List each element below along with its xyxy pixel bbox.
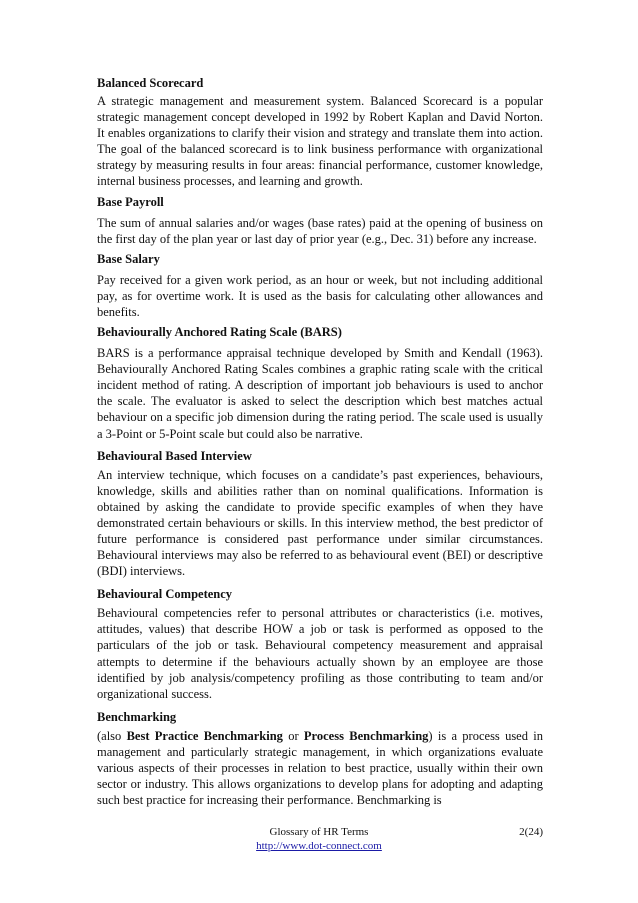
glossary-entry-bars (97, 324, 543, 442)
term-definition: Behavioural competencies refer to personal attributes or characteristics (i.e. motives, attitudes, values) that describe HOW a job or task is performed as opposed to the particulars of the job or task. Behavioural competency measurement and appraisal attempts to determine if the behaviours actually shown by an employee are those identified by job analysis/competency profiling as those contributing to team and/or organizational success. (97, 606, 543, 701)
term-heading: Behavioural Competency (97, 587, 233, 602)
glossary-entry-behavioural-based-interview (97, 448, 543, 580)
term-heading: Benchmarking (97, 709, 177, 724)
footer-document-title: Glossary of HR Terms (269, 826, 369, 838)
term-heading: Base Payroll (97, 194, 164, 209)
term-heading: Base Salary (97, 251, 160, 266)
glossary-page (97, 75, 543, 808)
term-heading: Behaviourally Anchored Rating Scale (BARS) (97, 325, 342, 340)
term-definition (97, 728, 543, 808)
term-definition: Pay received for a given work period, as an hour or week, but not including additional pay, as for overtime work. It is used as the basis for calculating other allowances and benefits. (97, 272, 543, 319)
definition-suffix: ) is a process used in management and particularly strategic management, in which organizations evaluate various aspects of their processes in relation to best practice, usually within their own sector or industry. This allows organizations to develop plans for adopting and adapting such best practice for increasing their performance. Benchmarking is (97, 728, 543, 808)
glossary-entry-balanced-scorecard (97, 75, 543, 190)
definition-middle: or (282, 728, 304, 743)
term-definition: The sum of annual salaries and/or wages (base rates) paid at the opening of business on the first day of the plan year or last day of prior year (e.g., Dec. 31) before any increase. (97, 215, 543, 246)
term-definition: A strategic management and measurement system. Balanced Scorecard is a popular strategic management concept developed in 1992 by Robert Kaplan and David Norton. It enables organizations to clarify their vision and strategy and translate them into action. The goal of the balanced scorecard is to link business performance with organizational strategy by measuring results in four areas: financial performance, customer knowledge, internal business processes, and learning and growth. (97, 94, 543, 189)
alias-best-practice-benchmarking: Best Practice Benchmarking (126, 728, 283, 743)
definition-prefix: (also (97, 728, 127, 743)
alias-process-benchmarking: Process Benchmarking (303, 728, 429, 743)
term-heading: Behavioural Based Interview (97, 448, 252, 463)
footer-page-number: 2(24) (519, 826, 543, 838)
glossary-entry-base-salary (97, 251, 543, 320)
glossary-entry-base-payroll (97, 194, 543, 247)
footer-website-link[interactable]: http://www.dot-connect.com (256, 840, 382, 852)
term-definition: An interview technique, which focuses on a candidate’s past experiences, behaviours, knowledge, skills and abilities rather than on nominal qualifications. Information is obtained by asking the candidate to provide specific examples of when they have demonstrated certain behaviours or skills. In this interview method, the best predictor of future performance is considered past performance under similar circumstances. Behavioural interviews may also be referred to as behavioural event (BEI) or descriptive (BDI) interviews. (97, 467, 543, 579)
term-definition: BARS is a performance appraisal technique developed by Smith and Kendall (1963). Behaviourally Anchored Rating Scales combines a graphic rating scale with the critical incident method of rating. A description of important job behaviours is used to anchor the scale. The evaluator is asked to select the description which best matches actual behaviour on a specific job dimension during the rating period. The scale used is usually a 3-Point or 5-Point scale but could also be narrative. (97, 346, 543, 441)
glossary-entry-benchmarking (97, 709, 543, 808)
glossary-entry-behavioural-competency (97, 586, 543, 702)
term-heading: Balanced Scorecard (97, 76, 204, 90)
